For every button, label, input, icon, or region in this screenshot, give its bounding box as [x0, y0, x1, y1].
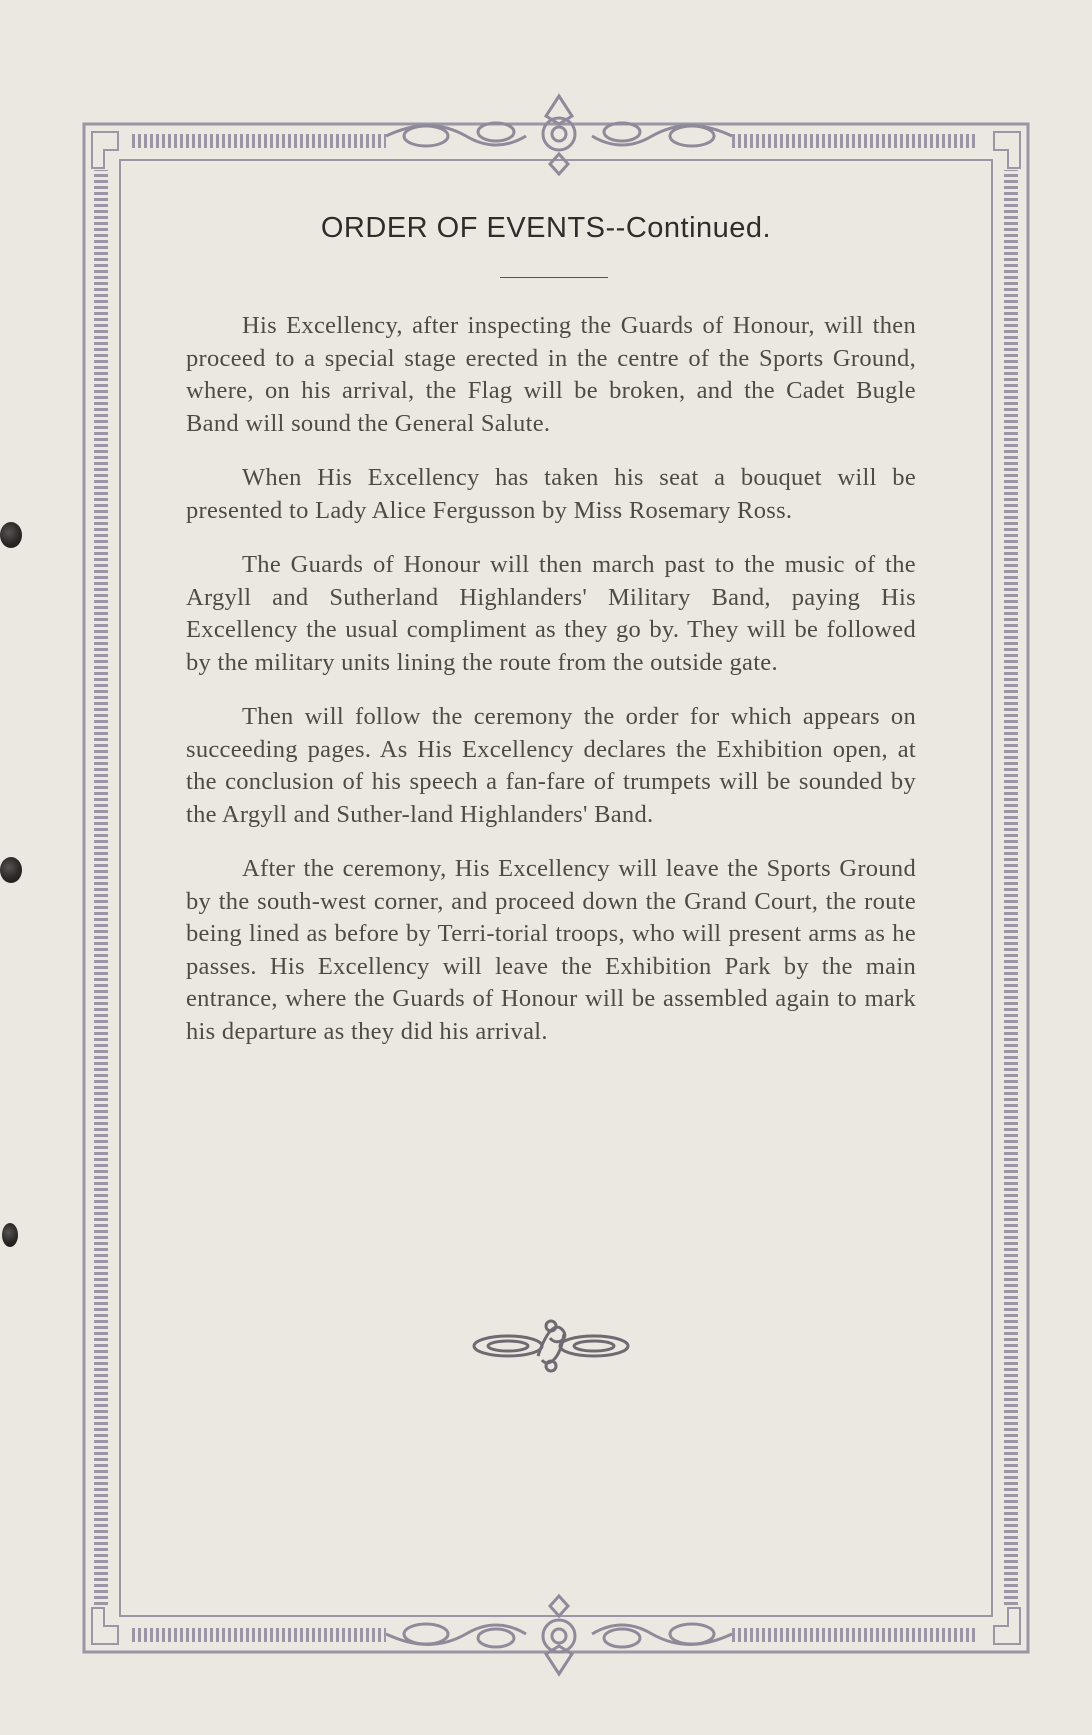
punch-hole: [0, 857, 22, 883]
swirl-flourish-icon: [468, 1316, 634, 1374]
body-text: [186, 310, 916, 1070]
scroll-flourish-icon: [386, 92, 732, 178]
paragraph: After the ceremony, His Excellency will leave the Sports Ground by the south-west corner, and proceed down the Grand Court, the route being lined as before by Terri-torial troops, who will present arms as he passes. His Excellency will leave the Exhibition Park by the main entrance, where the Guards of Honour will be assembled again to mark his departure as they did his arrival.: [186, 855, 916, 1045]
paragraph: The Guards of Honour will then march past to the music of the Argyll and Sutherland Highlanders' Military Band, paying His Excellency the usual compliment as they go by. They will be followed by the military units lining the route from the outside gate.: [186, 551, 916, 676]
paragraph: His Excellency, after inspecting the Guards of Honour, will then proceed to a special stage erected in the centre of the Sports Ground, where, on his arrival, the Flag will be broken, and the Cadet Bugle Band will sound the General Salute.: [186, 312, 916, 437]
paragraph: When His Excellency has taken his seat a bouquet will be presented to Lady Alice Fergusson by Miss Rosemary Ross.: [186, 464, 916, 524]
page-title: ORDER OF EVENTS--Continued.: [320, 212, 772, 244]
paragraph: Then will follow the ceremony the order for which appears on succeeding pages. As His Excellency declares the Exhibition open, at the conclusion of his speech a fan-fare of trumpets will be sounded by the Argyll and Suther-land Highlanders' Band.: [186, 703, 916, 828]
title-rule: [500, 277, 608, 278]
punch-hole: [2, 1223, 18, 1247]
scroll-flourish-icon: [386, 1592, 732, 1678]
punch-hole: [0, 522, 22, 548]
